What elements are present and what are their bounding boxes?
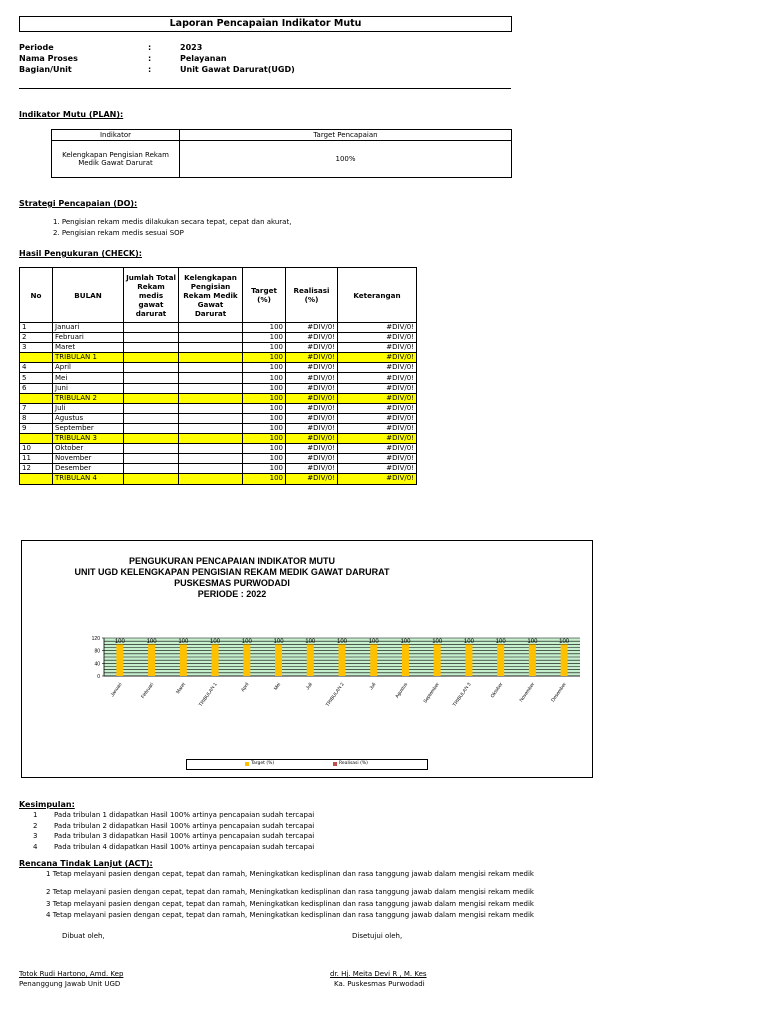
act-heading: Rencana Tindak Lanjut (ACT): [19,859,153,868]
cell-target: 100 [243,323,286,333]
cell-bulan: Mei [53,373,124,383]
check-table [19,267,417,485]
cell-bulan: Juni [53,383,124,393]
plan-heading: Indikator Mutu (PLAN): [19,110,124,119]
legend-swatch-target [245,762,249,766]
act-item [46,888,534,896]
cell-no: 12 [20,464,53,474]
bar-data-label: 100 [273,638,284,645]
act-item [46,911,534,919]
kesimpulan-text: Pada tribulan 3 didapatkan Hasil 100% artinya pencapaian sudah tercapai [54,832,315,840]
cell-target: 100 [243,383,286,393]
cell-no: 5 [20,373,53,383]
plan-indikator-line2: Medik Gawat Darurat [78,159,153,167]
x-tick-label: Februari [140,682,156,700]
bar-data-label: 100 [400,638,411,645]
y-tick-label: 120 [91,636,100,642]
cell-no: 1 [20,323,53,333]
cell-bulan: Januari [53,323,124,333]
do-item-2: 2. Pengisian rekam medis sesuai SOP [53,229,184,237]
kesimpulan-text: Pada tribulan 1 didapatkan Hasil 100% artinya pencapaian sudah tercapai [54,811,315,819]
cell-realisasi: #DIV/0! [286,454,338,464]
x-tick-label: TRIBULAN 3 [452,682,473,708]
bar-target [339,644,346,676]
col-bulan: BULAN [53,268,124,323]
x-tick-label: Januari [110,682,124,699]
cell-bulan: Desember [53,464,124,474]
col-no: No [20,268,53,323]
table-row [20,343,417,353]
cell-jumlah [124,383,179,393]
cell-bulan: Februari [53,333,124,343]
cell-realisasi: #DIV/0! [286,383,338,393]
cell-realisasi: #DIV/0! [286,343,338,353]
act-number: 2 [46,888,51,896]
meta-label-unit: Bagian/Unit [19,65,72,74]
plan-col-indikator: Indikator [52,130,180,141]
act-number: 3 [46,900,51,908]
cell-target: 100 [243,434,286,444]
cell-kelengkapan [179,343,243,353]
table-row-tribulan [20,393,417,403]
col-keterangan: Keterangan [338,268,417,323]
kesimpulan-number: 1 [33,811,38,819]
cell-target: 100 [243,373,286,383]
bar-data-label: 100 [368,638,379,645]
cell-bulan: September [53,423,124,433]
cell-kelengkapan [179,464,243,474]
bar-data-label: 100 [336,638,348,645]
meta-sep: : [148,54,152,63]
bar-data-label: 100 [114,638,125,645]
bar-target [116,644,123,676]
cell-kelengkapan [179,444,243,454]
signer-left-name: Totok Rudi Hartono, Amd. Kep [19,970,124,978]
cell-target: 100 [243,444,286,454]
cell-keterangan: #DIV/0! [338,464,417,474]
cell-bulan: TRIBULAN 3 [53,434,124,444]
do-item-1: 1. Pengisian rekam medis dilakukan secara tepat, cepat dan akurat, [53,218,292,226]
bar-target [497,644,504,676]
bar-target [529,644,536,676]
do-heading: Strategi Pencapaian (DO): [19,199,138,208]
bar-data-label: 100 [146,638,157,645]
cell-kelengkapan [179,403,243,413]
cell-kelengkapan [179,373,243,383]
x-tick-label: Agustus [395,682,410,700]
table-row [20,454,417,464]
cell-keterangan: #DIV/0! [338,363,417,373]
legend-label-realisasi: Realisasi (%) [339,761,368,766]
table-row [20,403,417,413]
table-row [20,363,417,373]
bar-target [307,644,314,676]
bar-data-label: 100 [463,638,474,645]
cell-no: 10 [20,444,53,454]
act-number: 1 [46,870,51,878]
kesimpulan-text: Pada tribulan 4 didapatkan Hasil 100% artinya pencapaian sudah tercapai [54,842,315,851]
plan-target-value: 100% [180,141,512,178]
report-title: Laporan Pencapaian Indikator Mutu [19,16,512,32]
cell-kelengkapan [179,434,243,444]
cell-jumlah [124,444,179,454]
cell-realisasi: #DIV/0! [286,444,338,454]
cell-jumlah [124,333,179,343]
bar-target [243,644,250,676]
x-tick-label: Juli [369,682,378,692]
cell-keterangan: #DIV/0! [338,413,417,423]
legend-label-target: Target (%) [251,761,275,766]
cell-target: 100 [243,393,286,403]
kesimpulan-number: 2 [33,821,38,830]
cell-kelengkapan [179,353,243,363]
cell-target: 100 [243,333,286,343]
cell-keterangan: #DIV/0! [338,383,417,393]
cell-kelengkapan [179,454,243,464]
cell-realisasi: #DIV/0! [286,434,338,444]
cell-bulan: Agustus [53,413,124,423]
cell-realisasi: #DIV/0! [286,323,338,333]
cell-realisasi: #DIV/0! [286,373,338,383]
cell-kelengkapan [179,413,243,423]
cell-kelengkapan [179,383,243,393]
bar-target [402,644,409,676]
cell-target: 100 [243,464,286,474]
cell-no: 9 [20,423,53,433]
bar-chart [22,541,592,777]
signer-right-name: dr. Hj. Meita Devi R , M. Kes [330,970,427,978]
col-kelengkapan: Kelengkapan Pengisian Rekam Medik Gawat Darurat [179,268,243,323]
bar-target [370,644,377,676]
cell-jumlah [124,393,179,403]
kesimpulan-number: 4 [33,842,38,851]
cell-bulan: Maret [53,343,124,353]
cell-kelengkapan [179,474,243,484]
cell-keterangan: #DIV/0! [338,454,417,464]
x-tick-label: Oktober [490,682,505,700]
table-row [20,423,417,433]
cell-keterangan: #DIV/0! [338,323,417,333]
cell-no: 11 [20,454,53,464]
bar-data-label: 100 [178,638,189,645]
cell-keterangan: #DIV/0! [338,393,417,403]
chart-title-line4: PERIODE : 2022 [197,589,267,599]
cell-jumlah [124,343,179,353]
chart-container [21,540,593,778]
cell-kelengkapan [179,423,243,433]
table-row [20,323,417,333]
bar-data-label: 100 [241,638,252,645]
col-realisasi: Realisasi (%) [286,268,338,323]
meta-sep: : [148,65,152,74]
cell-realisasi: #DIV/0! [286,333,338,343]
table-row-tribulan [20,353,417,363]
cell-no: 6 [20,383,53,393]
kesimpulan-number: 3 [33,832,38,840]
cell-realisasi: #DIV/0! [286,413,338,423]
meta-value-unit: Unit Gawat Darurat(UGD) [180,65,295,74]
x-tick-label: Mei [273,682,283,692]
signer-right-role: Ka. Puskesmas Purwodadi [334,980,425,988]
cell-no [20,474,53,484]
table-row [20,333,417,343]
x-tick-label: September [423,682,441,705]
cell-target: 100 [243,403,286,413]
x-tick-label: TRIBULAN 1 [198,682,219,708]
bar-data-label: 100 [495,638,506,645]
table-row [20,444,417,454]
meta-sep: : [148,43,152,52]
meta-label-proses: Nama Proses [19,54,78,63]
cell-realisasi: #DIV/0! [286,423,338,433]
meta-value-periode: 2023 [180,43,203,52]
cell-realisasi: #DIV/0! [286,393,338,403]
bar-target [434,644,441,676]
plan-col-target: Target Pencapaian [180,130,512,141]
cell-no: 2 [20,333,53,343]
cell-keterangan: #DIV/0! [338,343,417,353]
act-text: Tetap melayani pasien dengan cepat, tepat dan ramah, Meningkatkan kedisplinan dan rasa tanggung jawab dalam mengisi rekam medik [52,888,534,896]
cell-target: 100 [243,343,286,353]
divider [19,88,511,89]
chart-title-line3: PUSKESMAS PURWODADI [174,578,290,588]
cell-realisasi: #DIV/0! [286,464,338,474]
cell-jumlah [124,323,179,333]
act-item [46,900,534,908]
cell-no: 7 [20,403,53,413]
cell-bulan: Oktober [53,444,124,454]
bar-target [275,644,282,676]
signer-left-role: Penanggung Jawab Unit UGD [19,980,121,988]
table-row-tribulan [20,434,417,444]
cell-jumlah [124,434,179,444]
act-text: Tetap melayani pasien dengan cepat, tepat dan ramah, Meningkatkan kedisplinan dan rasa tanggung jawab dalam mengisi rekam medik [52,900,534,908]
y-tick-label: 40 [94,661,100,668]
cell-jumlah [124,474,179,484]
cell-bulan: TRIBULAN 2 [53,393,124,403]
cell-jumlah [124,423,179,433]
cell-bulan: TRIBULAN 4 [53,474,124,484]
cell-bulan: April [53,363,124,373]
table-row [20,464,417,474]
cell-target: 100 [243,363,286,373]
cell-no: 3 [20,343,53,353]
bar-target [148,644,155,676]
col-target: Target (%) [243,268,286,323]
bar-data-label: 100 [559,638,570,645]
meta-label-periode: Periode [19,43,54,52]
x-tick-label: November [519,682,537,704]
chart-title-line2: UNIT UGD KELENGKAPAN PENGISIAN REKAM MEDIK GAWAT DARURAT [74,567,390,577]
col-jumlah: Jumlah Total Rekam medis gawat darurat [124,268,179,323]
cell-kelengkapan [179,393,243,403]
cell-target: 100 [243,413,286,423]
meta-value-proses: Pelayanan [180,54,227,63]
cell-kelengkapan [179,323,243,333]
cell-no [20,434,53,444]
plan-indikator-cell [52,141,180,178]
x-tick-label: Juli [305,682,314,692]
cell-keterangan: #DIV/0! [338,403,417,413]
plan-indikator-line1: Kelengkapan Pengisian Rekam [62,151,169,159]
cell-jumlah [124,373,179,383]
cell-keterangan: #DIV/0! [338,423,417,433]
cell-target: 100 [243,474,286,484]
cell-keterangan: #DIV/0! [338,373,417,383]
table-row [20,373,417,383]
chart-legend [186,759,428,770]
cell-realisasi: #DIV/0! [286,363,338,373]
cell-bulan: TRIBULAN 1 [53,353,124,363]
cell-kelengkapan [179,363,243,373]
cell-no: 8 [20,413,53,423]
kesimpulan-heading: Kesimpulan: [19,800,75,809]
table-row [20,413,417,423]
cell-target: 100 [243,353,286,363]
cell-keterangan: #DIV/0! [338,444,417,454]
table-row-tribulan [20,474,417,484]
act-text: Tetap melayani pasien dengan cepat, tepat dan ramah, Meningkatkan kedisplinan dan rasa tanggung jawab dalam mengisi rekam medik [52,870,534,878]
cell-jumlah [124,363,179,373]
cell-jumlah [124,464,179,474]
check-heading: Hasil Pengukuran (CHECK): [19,249,142,258]
chart-title-line1: PENGUKURAN PENCAPAIAN INDIKATOR MUTU [128,556,335,566]
disetujui-label: Disetujui oleh, [352,932,403,940]
cell-realisasi: #DIV/0! [286,353,338,363]
table-row [20,383,417,393]
bar-data-label: 100 [432,638,443,645]
cell-realisasi: #DIV/0! [286,474,338,484]
cell-bulan: November [53,454,124,464]
act-item [46,870,534,878]
x-tick-label: April [240,682,251,694]
cell-target: 100 [243,454,286,464]
y-tick-label: 80 [94,648,100,655]
bar-data-label: 100 [210,638,221,645]
cell-jumlah [124,353,179,363]
cell-jumlah [124,413,179,423]
bar-target [180,644,187,676]
cell-keterangan: #DIV/0! [338,353,417,363]
act-text: Tetap melayani pasien dengan cepat, tepat dan ramah, Meningkatkan kedisplinan dan rasa tanggung jawab dalam mengisi rekam medik [52,911,534,919]
cell-no [20,393,53,403]
bar-data-label: 100 [305,638,316,645]
y-tick-label: 0 [97,674,100,680]
x-tick-label: Maret [175,682,187,696]
cell-jumlah [124,454,179,464]
cell-no: 4 [20,363,53,373]
cell-no [20,353,53,363]
kesimpulan-text: Pada tribulan 2 didapatkan Hasil 100% artinya pencapaian sudah tercapai [54,821,315,830]
dibuat-label: Dibuat oleh, [62,932,105,940]
plan-table [51,129,512,178]
cell-keterangan: #DIV/0! [338,474,417,484]
cell-keterangan: #DIV/0! [338,434,417,444]
bar-target [212,644,219,676]
legend-swatch-realisasi [333,762,337,766]
bar-target [465,644,472,676]
cell-jumlah [124,403,179,413]
bar-data-label: 100 [527,638,538,645]
act-number: 4 [46,911,51,919]
x-tick-label: TRIBULAN 2 [325,682,346,708]
cell-kelengkapan [179,333,243,343]
cell-bulan: Juli [53,403,124,413]
cell-target: 100 [243,423,286,433]
bar-target [561,644,568,676]
x-tick-label: Desember [550,682,568,704]
cell-keterangan: #DIV/0! [338,333,417,343]
cell-realisasi: #DIV/0! [286,403,338,413]
